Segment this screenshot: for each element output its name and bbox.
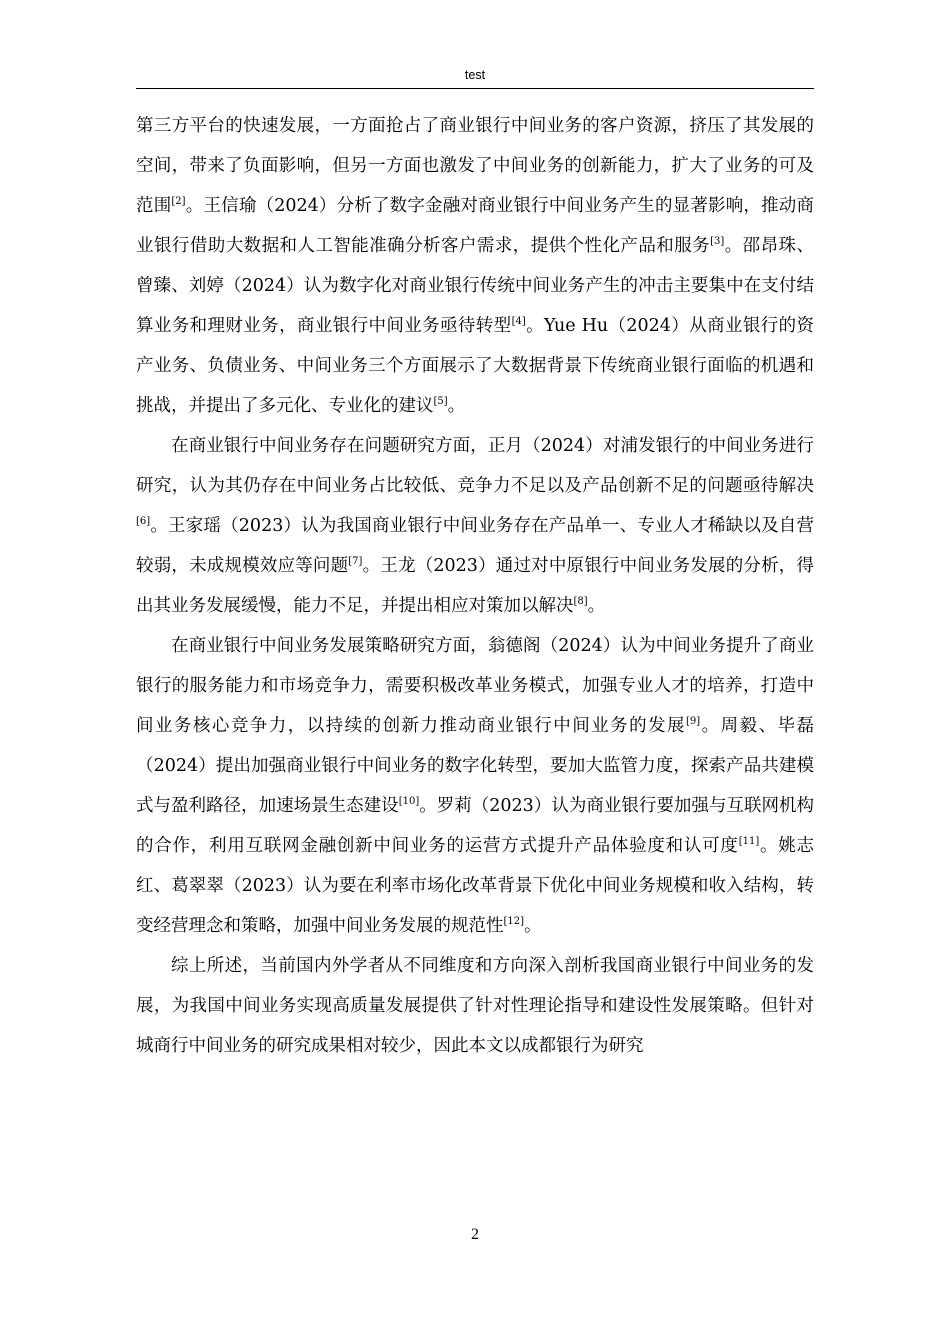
citation-ref: [4] <box>511 316 526 328</box>
text-run: 。姚志红、葛翠翠（2023）认为要在利率市场化改革背景下优化中间业务规模和收入结构，转变经营理念和策略，加强中间业务发展的规范性 <box>136 836 815 936</box>
text-run: 在商业银行中间业务存在问题研究方面，正月（2024）对浦发银行的中间业务进行研究，认为其仍存在中间业务占比较低、竞争力不足以及产品创新不足的问题亟待解决 <box>136 436 814 496</box>
text-run: 。罗莉（2023）认为商业银行要加强与互联网机构的合作，利用互联网金融创新中间业务的运营方式提升产品体验度和认可度 <box>136 796 814 856</box>
text-run: 。王龙（2023）通过对中原银行中间业务发展的分析，得出其业务发展缓慢，能力不足，并提出相应对策加以解决 <box>136 556 814 616</box>
header-title: test <box>464 68 486 82</box>
paragraph <box>136 106 814 426</box>
citation-ref: [11] <box>738 836 760 848</box>
text-run: 第三方平台的快速发展，一方面抢占了商业银行中间业务的客户资源，挤压了其发展的空间，带来了负面影响，但另一方面也激发了中间业务的创新能力，扩大了业务的可及范围 <box>136 116 814 216</box>
page-header <box>136 64 814 89</box>
text-run: 。王家瑶（2023）认为我国商业银行中间业务存在产品单一、专业人才稀缺以及自营较弱，未成规模效应等问题 <box>136 516 814 576</box>
text-run: 。周毅、毕磊（2024）提出加强商业银行中间业务的数字化转型，要加大监管力度，探索产品共建模式与盈利路径，加速场景生态建设 <box>136 716 815 816</box>
paragraph <box>136 626 814 946</box>
citation-ref: [9] <box>686 716 701 728</box>
text-run: 。Yue Hu（2024）从商业银行的资产业务、负债业务、中间业务三个方面展示了大数据背景下传统商业银行面临的机遇和挑战，并提出了多元化、专业化的建议 <box>136 316 815 416</box>
citation-ref: [5] <box>433 396 448 408</box>
text-run: 。王信瑜（2024）分析了数字金融对商业银行中间业务产生的显著影响，推动商业银行借助大数据和人工智能准确分析客户需求，提供个性化产品和服务 <box>136 196 815 256</box>
citation-ref: [10] <box>398 796 420 808</box>
text-run: 综上所述，当前国内外学者从不同维度和方向深入剖析我国商业银行中间业务的发展，为我国中间业务实现高质量发展提供了针对性理论指导和建设性发展策略。但针对城商行中间业务的研究成果相对较少，因此本文以成都银行为研究 <box>136 956 814 1056</box>
citation-ref: [3] <box>710 236 725 248</box>
citation-ref: [12] <box>503 916 525 928</box>
citation-ref: [8] <box>573 596 588 608</box>
text-run: 。 <box>447 396 466 416</box>
text-run: 在商业银行中间业务发展策略研究方面，翁德阁（2024）认为中间业务提升了商业银行的服务能力和市场竞争力，需要积极改革业务模式，加强专业人才的培养，打造中间业务核心竞争力，以持续的创新力推动商业银行中间业务的发展 <box>136 636 814 736</box>
citation-ref: [6] <box>136 516 151 528</box>
text-run: 。邵昂珠、曾臻、刘婷（2024）认为数字化对商业银行传统中间业务产生的冲击主要集中在支付结算业务和理财业务，商业银行中间业务亟待转型 <box>136 236 815 336</box>
paragraph <box>136 426 814 626</box>
citation-ref: [7] <box>348 556 363 568</box>
text-run: 。 <box>587 596 606 616</box>
citation-ref: [2] <box>171 196 186 208</box>
text-run: 。 <box>524 916 542 936</box>
body-text <box>136 106 814 1066</box>
paragraph <box>136 946 814 1066</box>
page-number: 2 <box>471 1226 479 1243</box>
